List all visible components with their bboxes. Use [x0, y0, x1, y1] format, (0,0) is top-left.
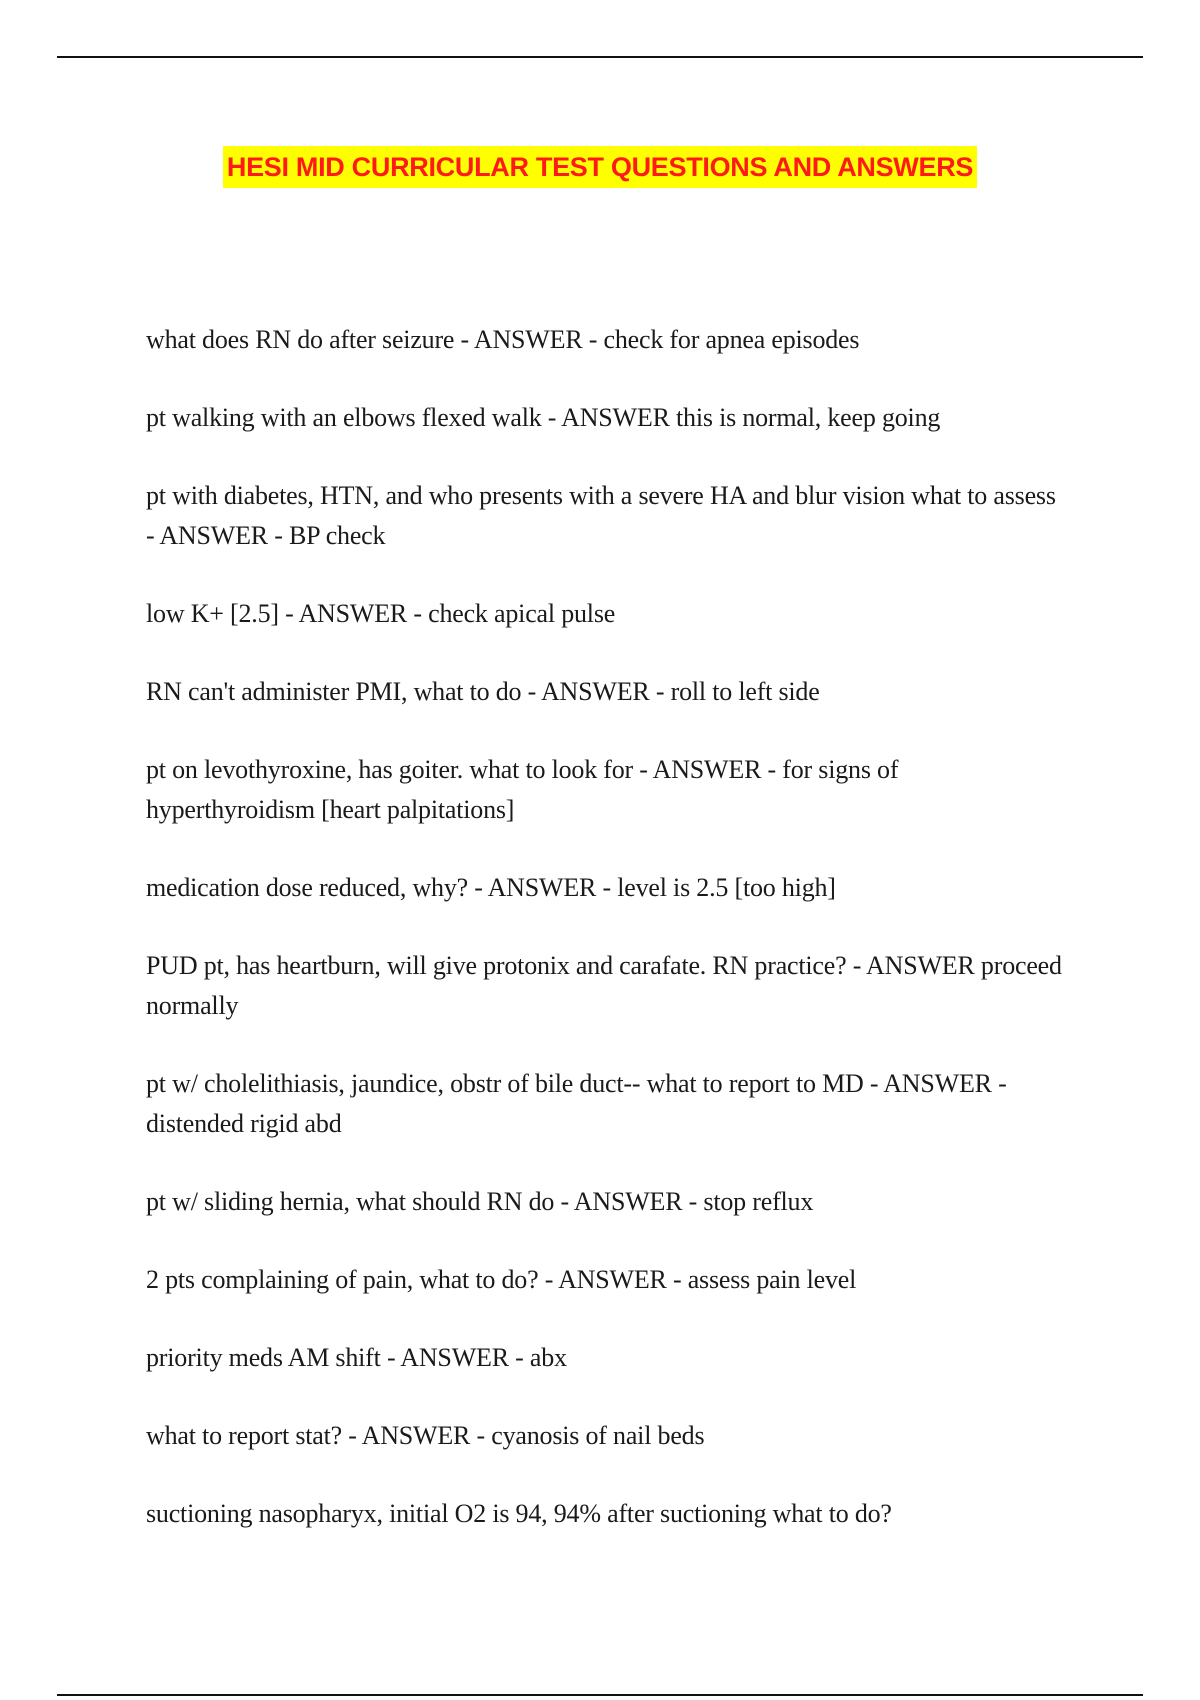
- qa-item: suctioning nasopharyx, initial O2 is 94, 94% after suctioning what to do?: [146, 1499, 892, 1528]
- qa-item: priority meds AM shift - ANSWER - abx: [146, 1343, 567, 1372]
- document-title: HESI MID CURRICULAR TEST QUESTIONS AND ANSWERS: [223, 146, 977, 188]
- header-rule: [57, 56, 1143, 58]
- qa-item: pt walking with an elbows flexed walk - ANSWER this is normal, keep going: [146, 403, 941, 432]
- qa-item: what does RN do after seizure - ANSWER - check for apnea episodes: [146, 325, 860, 354]
- title-container: [0, 146, 1200, 188]
- qa-item: PUD pt, has heartburn, will give protonix and carafate. RN practice? - ANSWER proceed normally: [146, 951, 1062, 1020]
- qa-item: medication dose reduced, why? - ANSWER - level is 2.5 [too high]: [146, 873, 836, 902]
- footer-rule: [57, 1694, 1143, 1696]
- qa-item: pt with diabetes, HTN, and who presents with a severe HA and blur vision what to assess - ANSWER - BP check: [146, 481, 1056, 550]
- qa-item: pt w/ cholelithiasis, jaundice, obstr of bile duct-- what to report to MD - ANSWER - distended rigid abd: [146, 1069, 1007, 1138]
- qa-item: what to report stat? - ANSWER - cyanosis of nail beds: [146, 1421, 705, 1450]
- qa-item: pt w/ sliding hernia, what should RN do - ANSWER - stop reflux: [146, 1187, 814, 1216]
- qa-list: [146, 320, 1066, 1572]
- qa-item: 2 pts complaining of pain, what to do? - ANSWER - assess pain level: [146, 1265, 857, 1294]
- qa-item: low K+ [2.5] - ANSWER - check apical pulse: [146, 599, 616, 628]
- qa-item: RN can't administer PMI, what to do - ANSWER - roll to left side: [146, 677, 820, 706]
- qa-item: pt on levothyroxine, has goiter. what to look for - ANSWER - for signs of hyperthyroidism [heart palpitations]: [146, 755, 899, 824]
